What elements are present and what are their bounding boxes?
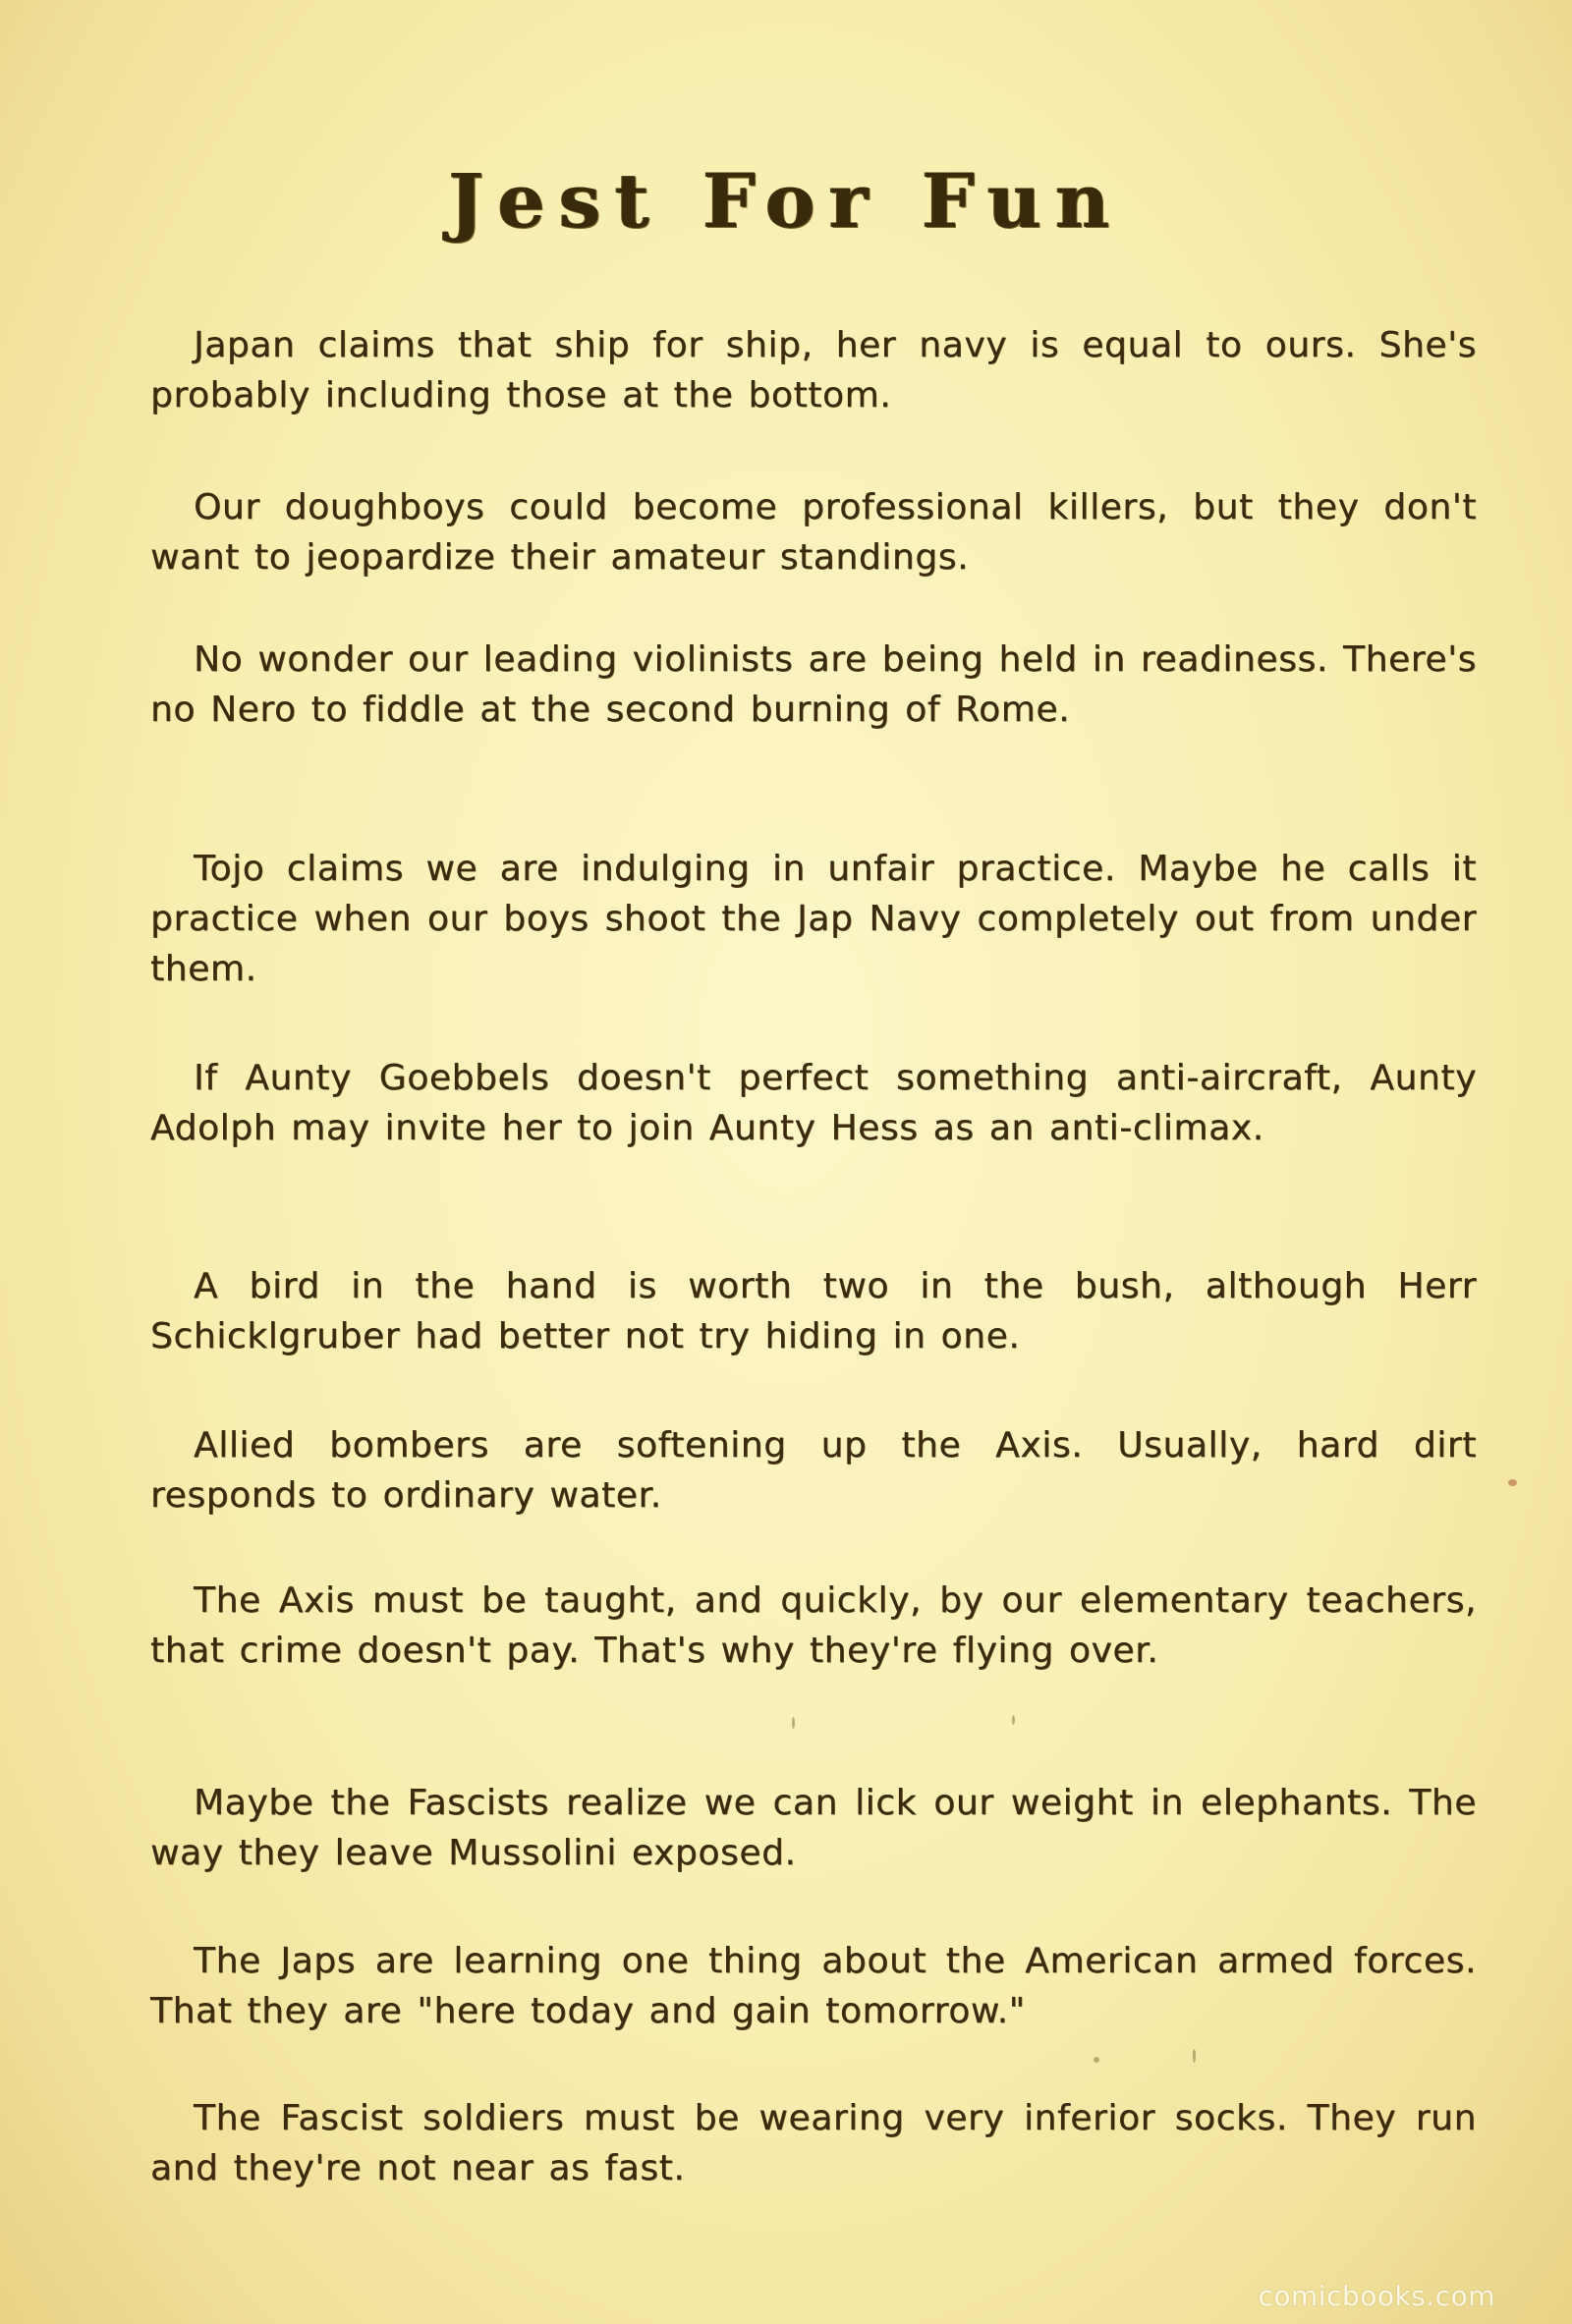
joke-paragraph: Maybe the Fascists realize we can lick our weight in elephants. The way they leave Mussolini exposed. (150, 1783, 1477, 1873)
joke-paragraph: The Japs are learning one thing about the American armed forces. That they are "here today and gain tomorrow." (150, 1941, 1477, 2031)
joke-paragraph: Japan claims that ship for ship, her navy is equal to ours. She's probably including those at the bottom. (150, 325, 1477, 415)
joke-paragraph: No wonder our leading violinists are being held in readiness. There's no Nero to fiddle at the second burning of Rome. (150, 639, 1477, 730)
joke-paragraph: If Aunty Goebbels doesn't perfect something anti-aircraft, Aunty Adolph may invite her to join Aunty Hess as an anti-climax. (150, 1058, 1477, 1148)
paper-speck (1508, 1479, 1517, 1486)
joke-paragraph: The Axis must be taught, and quickly, by our elementary teachers, that crime doesn't pay. That's why they're flying over. (150, 1580, 1477, 1671)
page-title: Jest For Fun (448, 157, 1124, 245)
joke-paragraph: Allied bombers are softening up the Axis. Usually, hard dirt responds to ordinary water. (150, 1425, 1477, 1516)
joke-paragraph: A bird in the hand is worth two in the bush, although Herr Schicklgruber had better not try hiding in one. (150, 1266, 1477, 1356)
joke-paragraph: Tojo claims we are indulging in unfair practice. Maybe he calls it practice when our boys shoot the Jap Navy completely out from under them. (150, 849, 1477, 989)
paper-speck (1012, 1715, 1015, 1725)
joke-paragraph: Our doughboys could become professional killers, but they don't want to jeopardize their amateur standings. (150, 487, 1477, 578)
paper-speck (1094, 2057, 1099, 2063)
joke-paragraph: The Fascist soldiers must be wearing very inferior socks. They run and they're not near as fast. (150, 2098, 1477, 2188)
paper-speck (792, 1717, 795, 1729)
watermark: comicbooks.com (1258, 2280, 1495, 2312)
paper-speck (1193, 2049, 1196, 2063)
